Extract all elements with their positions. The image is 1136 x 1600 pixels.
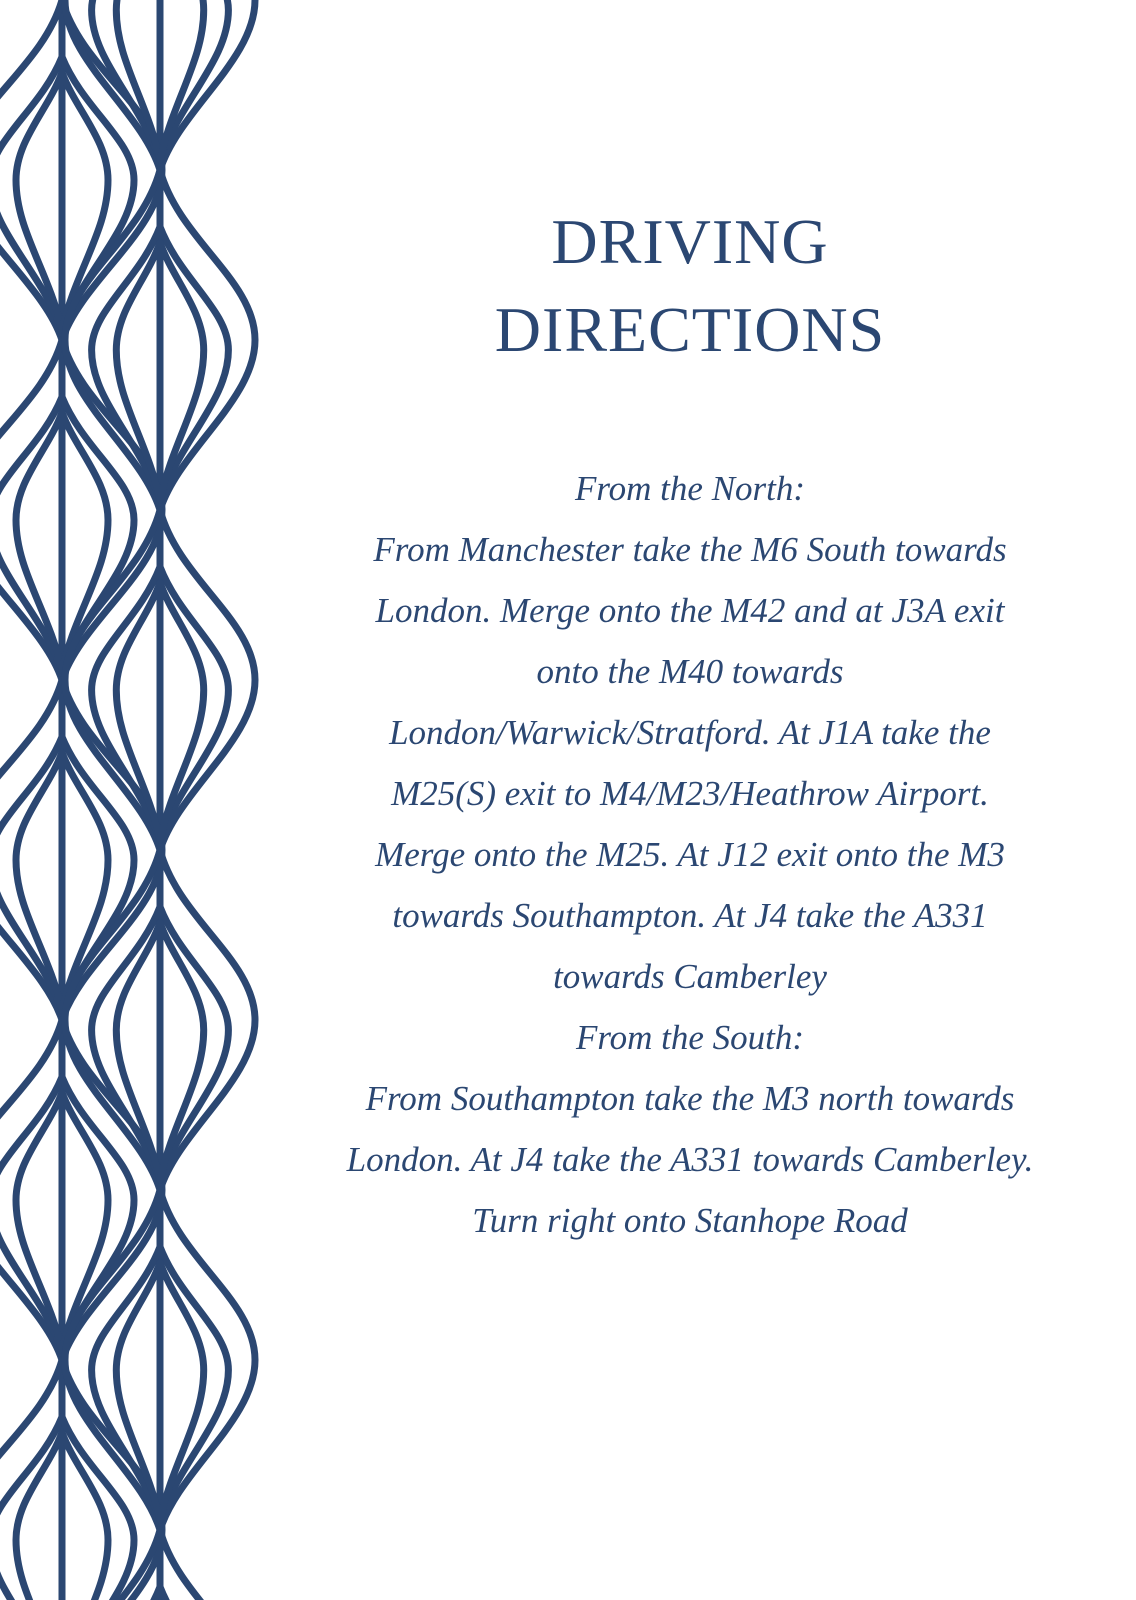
content-column <box>300 0 1080 1251</box>
north-line: London/Warwick/Stratford. At J1A take the <box>389 713 991 752</box>
leaf-lattice-pattern-icon <box>0 0 270 1600</box>
directions-text <box>300 458 1080 1251</box>
north-line: London. Merge onto the M42 and at J3A exit <box>375 591 1005 630</box>
north-line: Merge onto the M25. At J12 exit onto the M3 <box>375 835 1005 874</box>
south-heading: From the South: <box>575 1018 805 1057</box>
title-line-2: DIRECTIONS <box>494 294 886 365</box>
north-line: onto the M40 towards <box>536 652 844 691</box>
south-line: London. At J4 take the A331 towards Camberley. <box>346 1140 1034 1179</box>
title-line-1: DRIVING <box>551 206 829 277</box>
north-line: towards Southampton. At J4 take the A331 <box>392 896 988 935</box>
north-line: M25(S) exit to M4/M23/Heathrow Airport. <box>391 774 989 813</box>
south-line: Turn right onto Stanhope Road <box>472 1201 908 1240</box>
north-heading: From the North: <box>574 469 806 508</box>
north-line: towards Camberley <box>553 957 827 996</box>
page-title <box>300 0 1080 374</box>
south-line: From Southampton take the M3 north towards <box>365 1079 1015 1118</box>
north-line: From Manchester take the M6 South towards <box>373 530 1007 569</box>
